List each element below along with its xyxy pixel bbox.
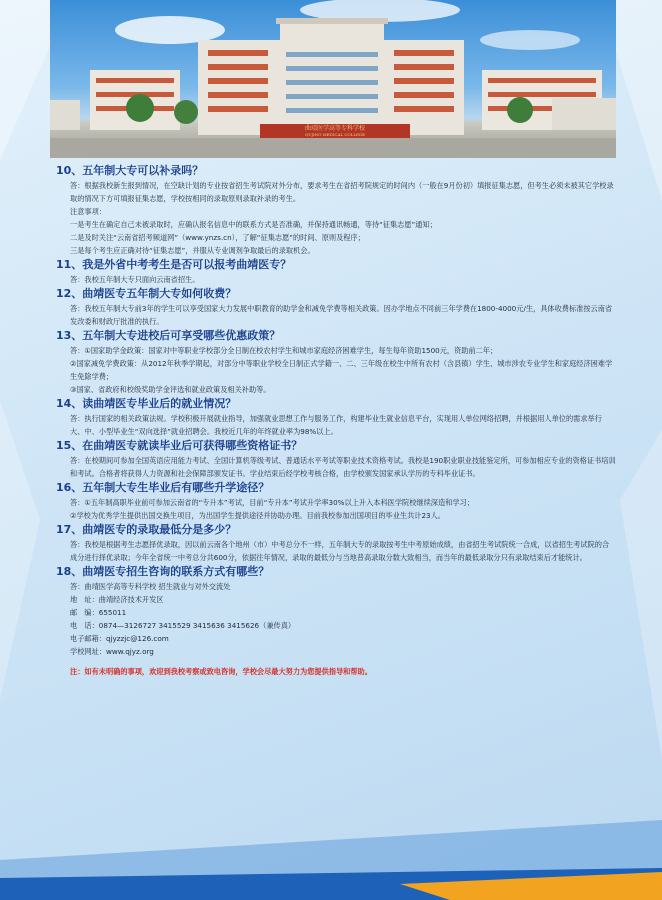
contact-office: 答：曲靖医学高等专科学校 招生就业与对外交流处 (70, 582, 231, 591)
contact-email[interactable]: 电子邮箱：qjyzzjc@126.com (70, 634, 169, 643)
faq-section-17 (56, 522, 616, 564)
answer-10-p1: 答：根据我校新生报到情况，在空缺计划的专业按省招生考试院对外分布，要求考生在省招考院规定的时间内（一般在9月份初）填报征集志愿，但考生必须未被其它学校录取的情况下方可填报征集志愿，学校按相同的录取原则录取补录的考生。 (70, 181, 614, 203)
contact-website[interactable]: 学校网址：www.qjyz.org (70, 647, 154, 656)
faq-section-12 (56, 286, 616, 328)
answer-14-p1: 答：执行国家的相关政策法规。学校积极开展就业指导，加强就业思想工作与服务工作，构建毕业生就业信息平台，实现用人单位网络招聘，并根据用人单位的需求举行大、中、小型毕业生“双向选择”就业招聘会。我校近几年的年终就业率为98%以上。 (70, 414, 602, 436)
faq-section-11 (56, 257, 616, 286)
faq-section-14 (56, 396, 616, 438)
faq-section-18 (56, 564, 616, 658)
question-11-title: 11、我是外省中考考生是否可以报考曲靖医专？ (56, 258, 292, 271)
answer-12-p1: 答：我校五年制大专前3年的学生可以享受国家大力发展中职教育的助学金和减免学费等相关政策。因办学地点不同前三年学费在1800-4000元/生，具体收费标准按云南省发改委和财政厅批准的执行。 (70, 304, 613, 326)
question-14-title: 14、读曲靖医专毕业后的就业情况？ (56, 397, 237, 410)
contact-phone: 电 话：0874—3126727 3415529 3415636 3415626（兼传真） (70, 621, 296, 630)
question-18-title: 18、曲靖医专招生咨询的联系方式有哪些？ (56, 565, 270, 578)
faq-section-13 (56, 328, 616, 396)
answer-13-p1: 答：①国家助学金政策：国家对中等职业学校部分全日制在校农村学生和城市家庭经济困难学生，每生每年资助1500元，资助前二年； (70, 346, 498, 355)
faq-content (56, 163, 616, 685)
answer-16-p2: ②学校为优秀学生提供出国交换生项目，为出国学生提供途径并协助办理。目前我校参加出国项目的毕业生共计23人。 (70, 511, 445, 520)
question-17-title: 17、曲靖医专的录取最低分是多少？ (56, 523, 237, 536)
campus-sign-text-en: QUJING MEDICAL COLLEGE (304, 132, 366, 137)
answer-15-p1: 答：在校期间可参加全国英语应用能力考试、全国计算机等级考试、普通话水平考试等职业技术资格考试。我校是190职业职业技能鉴定所，可参加相应专业的资格证书培训和考试。合格者将获得人力资源和社会保障部颁发证书。学业结束后经学校考核合格，由学校颁发国家承认学历的专科毕业证书。 (70, 456, 616, 478)
faq-section-15 (56, 438, 616, 480)
question-16-title: 16、五年制大专生毕业后有哪些升学途径？ (56, 481, 270, 494)
faq-section-10 (56, 163, 616, 257)
campus-sign (264, 125, 406, 137)
footer-note: 注：如有未明确的事项，欢迎到我校考察或致电咨询，学校会尽最大努力为您提供指导和帮助。 (70, 667, 372, 677)
question-13-title: 13、五年制大专进校后可享受哪些优惠政策？ (56, 329, 281, 342)
faq-section-16 (56, 480, 616, 522)
answer-11-p1: 答：我校五年制大专只面向云南省招生。 (70, 275, 200, 284)
answer-16-p1: 答：①五年制高职毕业前可参加云南省的“专升本”考试，目前“专升本”考试升学率30%以上升入本科医学院校继续深造和学习； (70, 498, 474, 507)
campus-sign-text: 曲靖医学高等专科学校 (304, 125, 365, 132)
answer-17-p1: 答：我校是根据考生志愿择优录取，因以前云南各个地州（市）中考总分不一样，五年制大专的录取按考生中考原始成绩，由省招生考试院统一合成，以省招生考试院的合成分进行择优录取；今年全省统一中考总分共600分，依据往年情况，录取的最低分与当地普高录取分数大致相当，而当年的最低录取分只有录取结束后才能统计。 (70, 540, 610, 562)
question-15-title: 15、在曲靖医专就读毕业后可获得哪些资格证书？ (56, 439, 303, 452)
contact-postcode: 邮 编：655011 (70, 608, 127, 617)
contact-address: 地 址：曲靖经济技术开发区 (70, 595, 164, 604)
answer-10-p5: 三是每个考生应正确对待“征集志愿”，并服从专业调剂争取最后的录取机会。 (70, 246, 315, 255)
answer-10-p3: 一是考生在确定自己未被录取时，应确认报名信息中的联系方式是否准确，并保持通讯畅通，等待“征集志愿”通知； (70, 220, 437, 229)
campus-photo (50, 0, 616, 158)
question-12-title: 12、曲靖医专五年制大专如何收费？ (56, 287, 237, 300)
question-10-title: 10、五年制大专可以补录吗？ (56, 164, 204, 177)
answer-13-p2: ②国家减免学费政策：从2012年秋季学期起，对部分中等职业学校全日制正式学籍一、二、三年级在校生中所有农村（含县镇）学生、城市涉农专业学生和家庭经济困难学生免除学费； (70, 359, 613, 381)
answer-10-p4: 二是及时关注“云南省招考频道网”（www.ynzs.cn），了解“征集志愿”的时间、原则及程序； (70, 233, 365, 242)
answer-10-p2: 注意事项： (70, 207, 106, 216)
answer-13-p3: ③国家、省政府和校级奖助学金评选和就业政策及相关补助等。 (70, 385, 271, 394)
